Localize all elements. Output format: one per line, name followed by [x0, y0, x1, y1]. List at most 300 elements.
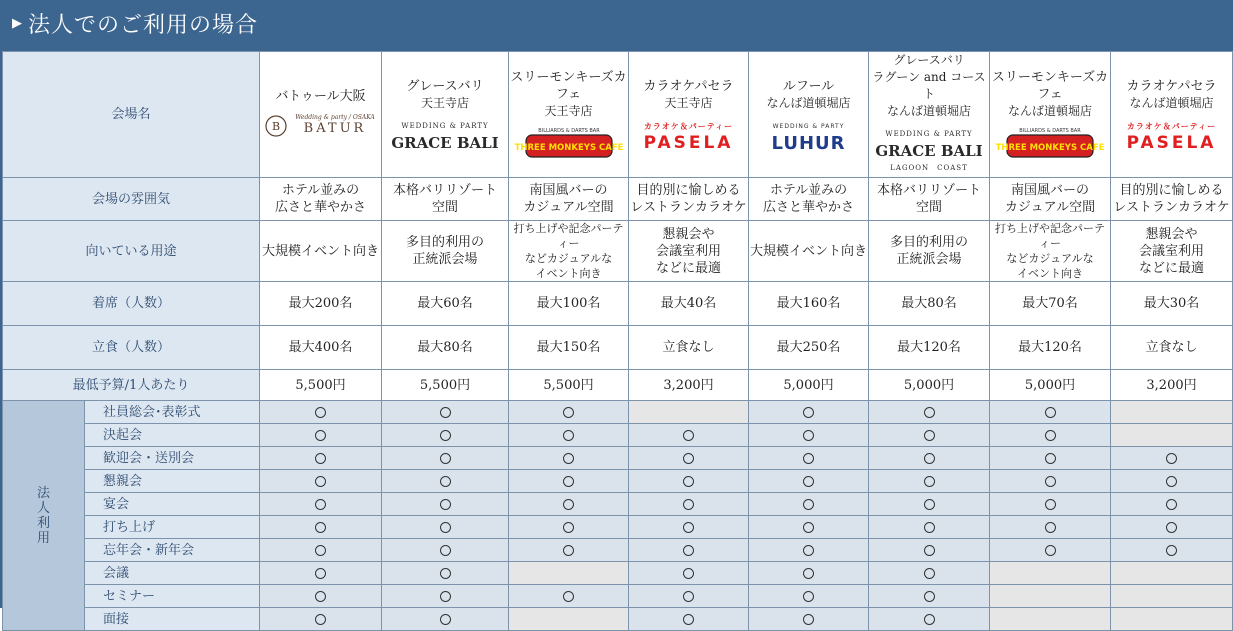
- circle-mark-icon: [683, 453, 694, 464]
- cell-line: イベント向き: [1017, 267, 1084, 280]
- circle-mark-icon: [803, 499, 814, 510]
- usage-mark-cell: [629, 401, 749, 424]
- circle-mark-icon: [563, 453, 574, 464]
- usage-mark-cell: [629, 562, 749, 585]
- usage-mark-cell: [749, 470, 869, 493]
- usage-mark-cell: [509, 424, 629, 447]
- pasela-logo: カラオケ＆パーティー PASELA: [643, 121, 734, 153]
- cell-line: スリーモンキーズカフェ: [510, 70, 627, 102]
- usage-row: [3, 585, 1233, 608]
- standing-cell: 立食なし: [1111, 326, 1233, 370]
- usage-mark-cell: [260, 539, 382, 562]
- circle-mark-icon: [1045, 407, 1056, 418]
- circle-mark-icon: [924, 499, 935, 510]
- use-cell: [629, 221, 749, 282]
- svg-text:BILLIARDS & DARTS BAR: BILLIARDS & DARTS BAR: [1019, 128, 1081, 134]
- cell-line: 会議室利用: [1139, 243, 1205, 259]
- usage-label: 社員総会･表彰式: [85, 401, 260, 424]
- cell-line: などに最適: [656, 260, 722, 276]
- three-monkeys-logo: [514, 126, 623, 160]
- venue-name-cell: [260, 52, 382, 178]
- circle-mark-icon: [803, 407, 814, 418]
- circle-mark-icon: [803, 453, 814, 464]
- svg-text:BILLIARDS & DARTS BAR: BILLIARDS & DARTS BAR: [537, 128, 600, 134]
- usage-label: 歓迎会・送別会: [85, 447, 260, 470]
- usage-mark-cell: [869, 493, 990, 516]
- usage-mark-cell: [509, 539, 629, 562]
- seated-cell: 最大70名: [990, 282, 1111, 326]
- usage-row: [3, 493, 1233, 516]
- cell-line: 天王寺店: [664, 95, 713, 110]
- cell-line: などに最適: [1139, 260, 1205, 276]
- venue-row: [3, 52, 1233, 178]
- cell-line: レストランカラオケ: [630, 200, 747, 215]
- svg-text:THREE MONKEYS CAFE: THREE MONKEYS CAFE: [514, 143, 623, 153]
- usage-mark-cell: [629, 539, 749, 562]
- usage-mark-cell: [869, 447, 990, 470]
- usage-mark-cell: [509, 447, 629, 470]
- seated-cell: 最大40名: [629, 282, 749, 326]
- usage-mark-cell: [990, 585, 1111, 608]
- usage-mark-cell: [509, 493, 629, 516]
- usage-mark-cell: [260, 470, 382, 493]
- circle-mark-icon: [563, 476, 574, 487]
- cell-line: 天王寺店: [421, 95, 470, 110]
- atmosphere-cell: [749, 178, 869, 221]
- cell-line: カラオケパセラ: [1126, 78, 1217, 94]
- corporate-use-text: 法人利用: [36, 485, 50, 546]
- atmosphere-cell: [382, 178, 509, 221]
- row-label-venue: 会場名: [3, 52, 260, 178]
- usage-mark-cell: [990, 608, 1111, 631]
- circle-mark-icon: [803, 522, 814, 533]
- seated-cell: 最大200名: [260, 282, 382, 326]
- usage-mark-cell: [869, 516, 990, 539]
- circle-mark-icon: [683, 545, 694, 556]
- circle-mark-icon: [924, 591, 935, 602]
- cell-line: なんば道頓堀店: [1008, 104, 1093, 118]
- usage-mark-cell: [382, 539, 509, 562]
- circle-mark-icon: [1166, 522, 1177, 533]
- circle-mark-icon: [315, 499, 326, 510]
- cell-line: ホテル並みの: [769, 183, 848, 198]
- circle-mark-icon: [924, 545, 935, 556]
- circle-mark-icon: [440, 476, 451, 487]
- usage-row: [3, 447, 1233, 470]
- seated-cell: 最大30名: [1111, 282, 1233, 326]
- circle-mark-icon: [803, 476, 814, 487]
- usage-mark-cell: [260, 585, 382, 608]
- standing-cell: 最大400名: [260, 326, 382, 370]
- usage-mark-cell: [382, 493, 509, 516]
- usage-mark-cell: [990, 539, 1111, 562]
- cell-line: カジュアル空間: [523, 200, 614, 215]
- usage-mark-cell: [629, 516, 749, 539]
- circle-mark-icon: [924, 568, 935, 579]
- cell-line: 広さと華やかさ: [275, 200, 367, 215]
- usage-label: 宴会: [85, 493, 260, 516]
- cell-line: 空間: [432, 200, 459, 215]
- circle-mark-icon: [683, 568, 694, 579]
- standing-cell: 最大120名: [869, 326, 990, 370]
- cell-line: 懇親会や: [1145, 226, 1198, 242]
- circle-mark-icon: [315, 614, 326, 625]
- usage-mark-cell: [1111, 470, 1233, 493]
- cell-line: 多目的利用の: [406, 235, 485, 250]
- usage-mark-cell: [749, 516, 869, 539]
- circle-mark-icon: [440, 545, 451, 556]
- usage-row: [3, 424, 1233, 447]
- circle-mark-icon: [563, 499, 574, 510]
- usage-mark-cell: [382, 470, 509, 493]
- usage-mark-cell: [1111, 401, 1233, 424]
- grace-bali-logo: WEDDING & PARTY GRACE BALI LAGOON COAST: [875, 130, 983, 172]
- usage-mark-cell: [749, 424, 869, 447]
- circle-mark-icon: [1045, 545, 1056, 556]
- usage-mark-cell: [749, 608, 869, 631]
- atmosphere-row: [3, 178, 1233, 221]
- triangle-icon: ▶: [12, 16, 22, 31]
- usage-label: 懇親会: [85, 470, 260, 493]
- row-label-atmosphere: 会場の雰囲気: [3, 178, 260, 221]
- usage-label: 会議: [85, 562, 260, 585]
- usage-mark-cell: [1111, 424, 1233, 447]
- usage-mark-cell: [629, 585, 749, 608]
- usage-mark-cell: [990, 447, 1111, 470]
- usage-mark-cell: [260, 608, 382, 631]
- circle-mark-icon: [803, 545, 814, 556]
- usage-mark-cell: [749, 585, 869, 608]
- usage-mark-cell: [1111, 539, 1233, 562]
- circle-mark-icon: [1045, 476, 1056, 487]
- usage-mark-cell: [869, 608, 990, 631]
- use-cell: [990, 221, 1111, 282]
- cell-line: 会議室利用: [656, 243, 722, 259]
- atmosphere-cell: [1111, 178, 1233, 221]
- budget-cell: 5,500円: [260, 370, 382, 401]
- cell-line: なんば道頓堀店: [766, 95, 851, 110]
- circle-mark-icon: [440, 522, 451, 533]
- cell-line: 懇親会や: [662, 226, 715, 242]
- usage-mark-cell: [509, 585, 629, 608]
- usage-mark-cell: [629, 424, 749, 447]
- usage-label: セミナー: [85, 585, 260, 608]
- cell-line: 天王寺店: [544, 104, 593, 118]
- circle-mark-icon: [924, 522, 935, 533]
- usage-mark-cell: [509, 608, 629, 631]
- circle-mark-icon: [1045, 522, 1056, 533]
- circle-mark-icon: [1166, 476, 1177, 487]
- usage-mark-cell: [749, 447, 869, 470]
- venue-name-cell: [1111, 52, 1233, 178]
- usage-mark-cell: [260, 562, 382, 585]
- cell-line: などカジュアルな: [1006, 252, 1094, 265]
- cell-line: レストランカラオケ: [1113, 200, 1230, 215]
- cell-line: 南国風バーの: [529, 183, 608, 198]
- circle-mark-icon: [315, 453, 326, 464]
- use-cell: [509, 221, 629, 282]
- circle-mark-icon: [315, 568, 326, 579]
- usage-mark-cell: [382, 585, 509, 608]
- usage-mark-cell: [629, 470, 749, 493]
- corporate-use-label: [3, 401, 85, 631]
- usage-row: [3, 539, 1233, 562]
- usage-mark-cell: [990, 516, 1111, 539]
- cell-line: 本格バリリゾート: [877, 183, 982, 198]
- seated-row: [3, 282, 1233, 326]
- circle-mark-icon: [803, 568, 814, 579]
- seated-cell: 最大160名: [749, 282, 869, 326]
- usage-mark-cell: [509, 470, 629, 493]
- cell-line: 目的別に愉しめる: [636, 183, 741, 198]
- usage-mark-cell: [629, 608, 749, 631]
- usage-mark-cell: [382, 424, 509, 447]
- batur-logo: [263, 111, 379, 141]
- usage-row: [3, 516, 1233, 539]
- circle-mark-icon: [924, 407, 935, 418]
- venue-name-cell: [382, 52, 509, 178]
- circle-mark-icon: [315, 545, 326, 556]
- use-cell: [1111, 221, 1233, 282]
- circle-mark-icon: [683, 614, 694, 625]
- use-row: [3, 221, 1233, 282]
- atmosphere-cell: [990, 178, 1111, 221]
- cell-line: などカジュアルな: [524, 252, 613, 265]
- circle-mark-icon: [440, 430, 451, 441]
- usage-label: 忘年会・新年会: [85, 539, 260, 562]
- circle-mark-icon: [440, 614, 451, 625]
- circle-mark-icon: [803, 614, 814, 625]
- cell-line: 南国風バーの: [1011, 183, 1090, 198]
- cell-line: 広さと華やかさ: [763, 200, 855, 215]
- usage-mark-cell: [749, 401, 869, 424]
- grace-bali-logo: WEDDING & PARTY GRACE BALI: [391, 121, 499, 152]
- usage-label: 決起会: [85, 424, 260, 447]
- circle-mark-icon: [563, 545, 574, 556]
- usage-mark-cell: [1111, 608, 1233, 631]
- svg-text:BATUR: BATUR: [303, 121, 366, 136]
- usage-row: [3, 401, 1233, 424]
- atmosphere-cell: [629, 178, 749, 221]
- usage-mark-cell: [1111, 585, 1233, 608]
- circle-mark-icon: [924, 430, 935, 441]
- seated-cell: 最大100名: [509, 282, 629, 326]
- usage-mark-cell: [869, 424, 990, 447]
- standing-cell: 最大150名: [509, 326, 629, 370]
- circle-mark-icon: [563, 407, 574, 418]
- usage-mark-cell: [382, 516, 509, 539]
- cell-line: 多目的利用の: [890, 235, 969, 250]
- usage-mark-cell: [509, 516, 629, 539]
- usage-mark-cell: [509, 562, 629, 585]
- cell-line: スリーモンキーズカフェ: [991, 70, 1109, 102]
- usage-mark-cell: [629, 493, 749, 516]
- usage-mark-cell: [869, 585, 990, 608]
- usage-mark-cell: [1111, 562, 1233, 585]
- standing-cell: 最大80名: [382, 326, 509, 370]
- circle-mark-icon: [683, 476, 694, 487]
- usage-mark-cell: [990, 562, 1111, 585]
- circle-mark-icon: [563, 430, 574, 441]
- circle-mark-icon: [803, 430, 814, 441]
- usage-label: 打ち上げ: [85, 516, 260, 539]
- usage-mark-cell: [749, 562, 869, 585]
- budget-cell: 3,200円: [1111, 370, 1233, 401]
- cell-line: 空間: [916, 200, 943, 215]
- venue-name-cell: [629, 52, 749, 178]
- budget-cell: 5,000円: [869, 370, 990, 401]
- usage-mark-cell: [382, 401, 509, 424]
- circle-mark-icon: [1045, 453, 1056, 464]
- use-cell: [869, 221, 990, 282]
- svg-text:Wedding & party / OSAKA: Wedding & party / OSAKA: [294, 114, 375, 121]
- usage-mark-cell: [629, 447, 749, 470]
- usage-mark-cell: [260, 401, 382, 424]
- budget-cell: 5,500円: [382, 370, 509, 401]
- cell-line: 大規模イベント向き: [750, 243, 868, 259]
- svg-text:B: B: [271, 120, 280, 133]
- cell-line: ラグーン and コースト: [872, 70, 986, 101]
- circle-mark-icon: [563, 522, 574, 533]
- cell-line: 打ち上げや記念パーティー: [995, 222, 1106, 250]
- standing-cell: 最大250名: [749, 326, 869, 370]
- usage-row: [3, 562, 1233, 585]
- usage-mark-cell: [260, 516, 382, 539]
- circle-mark-icon: [683, 499, 694, 510]
- atmosphere-cell: [509, 178, 629, 221]
- circle-mark-icon: [315, 522, 326, 533]
- usage-mark-cell: [260, 447, 382, 470]
- usage-mark-cell: [1111, 447, 1233, 470]
- usage-label: 面接: [85, 608, 260, 631]
- budget-cell: 5,000円: [990, 370, 1111, 401]
- usage-mark-cell: [869, 539, 990, 562]
- section-header: [0, 0, 1233, 47]
- row-label-seated: 着席（人数）: [3, 282, 260, 326]
- circle-mark-icon: [683, 591, 694, 602]
- row-label-standing: 立食（人数）: [3, 326, 260, 370]
- cell-line: グレースバリ: [893, 53, 965, 67]
- comparison-table-wrap: [0, 47, 1233, 627]
- cell-line: グレースバリ: [406, 78, 484, 94]
- usage-mark-cell: [869, 401, 990, 424]
- use-cell: [260, 221, 382, 282]
- usage-mark-cell: [260, 493, 382, 516]
- svg-text:THREE MONKEYS CAFE: THREE MONKEYS CAFE: [995, 143, 1105, 153]
- pasela-logo: カラオケ＆パーティー PASELA: [1126, 121, 1217, 153]
- circle-mark-icon: [315, 430, 326, 441]
- circle-mark-icon: [315, 407, 326, 418]
- budget-cell: 5,000円: [749, 370, 869, 401]
- cell-line: イベント向き: [535, 267, 602, 280]
- cell-line: 正統派会場: [412, 252, 478, 267]
- cell-line: なんば道頓堀店: [887, 104, 972, 118]
- usage-mark-cell: [990, 424, 1111, 447]
- usage-mark-cell: [749, 539, 869, 562]
- circle-mark-icon: [1045, 499, 1056, 510]
- usage-mark-cell: [990, 493, 1111, 516]
- cell-line: なんば道頓堀店: [1129, 95, 1214, 110]
- venue-name-cell: [990, 52, 1111, 178]
- circle-mark-icon: [924, 476, 935, 487]
- venue-name-cell: [749, 52, 869, 178]
- circle-mark-icon: [315, 591, 326, 602]
- cell-line: ルフール: [782, 78, 835, 94]
- circle-mark-icon: [1166, 499, 1177, 510]
- circle-mark-icon: [1166, 453, 1177, 464]
- circle-mark-icon: [563, 591, 574, 602]
- usage-row: [3, 608, 1233, 631]
- usage-mark-cell: [869, 562, 990, 585]
- row-label-use: 向いている用途: [3, 221, 260, 282]
- usage-mark-cell: [382, 608, 509, 631]
- atmosphere-cell: [869, 178, 990, 221]
- row-label-budget: 最低予算/1人あたり: [3, 370, 260, 401]
- seated-cell: 最大60名: [382, 282, 509, 326]
- usage-mark-cell: [382, 447, 509, 470]
- usage-mark-cell: [260, 424, 382, 447]
- venue-name-cell: [869, 52, 990, 178]
- usage-mark-cell: [990, 401, 1111, 424]
- three-monkeys-logo: [995, 126, 1105, 160]
- venue-name-cell: [509, 52, 629, 178]
- section-title: 法人でのご利用の場合: [28, 13, 259, 38]
- circle-mark-icon: [440, 407, 451, 418]
- cell-line: 大規模イベント向き: [262, 243, 380, 259]
- circle-mark-icon: [440, 591, 451, 602]
- usage-mark-cell: [382, 562, 509, 585]
- use-cell: [382, 221, 509, 282]
- usage-mark-cell: [1111, 493, 1233, 516]
- budget-cell: 5,500円: [509, 370, 629, 401]
- cell-line: 目的別に愉しめる: [1119, 183, 1224, 198]
- cell-line: ホテル並みの: [281, 183, 360, 198]
- circle-mark-icon: [924, 614, 935, 625]
- usage-mark-cell: [749, 493, 869, 516]
- luhur-logo: WEDDING & PARTY LUHUR: [771, 122, 846, 154]
- budget-row: [3, 370, 1233, 401]
- circle-mark-icon: [440, 453, 451, 464]
- circle-mark-icon: [803, 591, 814, 602]
- standing-cell: 立食なし: [629, 326, 749, 370]
- usage-row: [3, 470, 1233, 493]
- seated-cell: 最大80名: [869, 282, 990, 326]
- circle-mark-icon: [1166, 545, 1177, 556]
- venue-comparison-table: [2, 51, 1233, 631]
- standing-cell: 最大120名: [990, 326, 1111, 370]
- cell-line: カジュアル空間: [1004, 200, 1096, 215]
- cell-line: 本格バリリゾート: [393, 183, 498, 198]
- circle-mark-icon: [440, 568, 451, 579]
- cell-line: 正統派会場: [896, 252, 962, 267]
- usage-mark-cell: [869, 470, 990, 493]
- usage-mark-cell: [1111, 516, 1233, 539]
- cell-line: 打ち上げや記念パーティー: [513, 222, 624, 250]
- atmosphere-cell: [260, 178, 382, 221]
- cell-line: カラオケパセラ: [643, 78, 734, 94]
- circle-mark-icon: [924, 453, 935, 464]
- circle-mark-icon: [440, 499, 451, 510]
- circle-mark-icon: [683, 522, 694, 533]
- use-cell: [749, 221, 869, 282]
- usage-mark-cell: [509, 401, 629, 424]
- circle-mark-icon: [1045, 430, 1056, 441]
- usage-mark-cell: [990, 470, 1111, 493]
- budget-cell: 3,200円: [629, 370, 749, 401]
- cell-line: バトゥール大阪: [275, 89, 366, 104]
- circle-mark-icon: [683, 430, 694, 441]
- standing-row: [3, 326, 1233, 370]
